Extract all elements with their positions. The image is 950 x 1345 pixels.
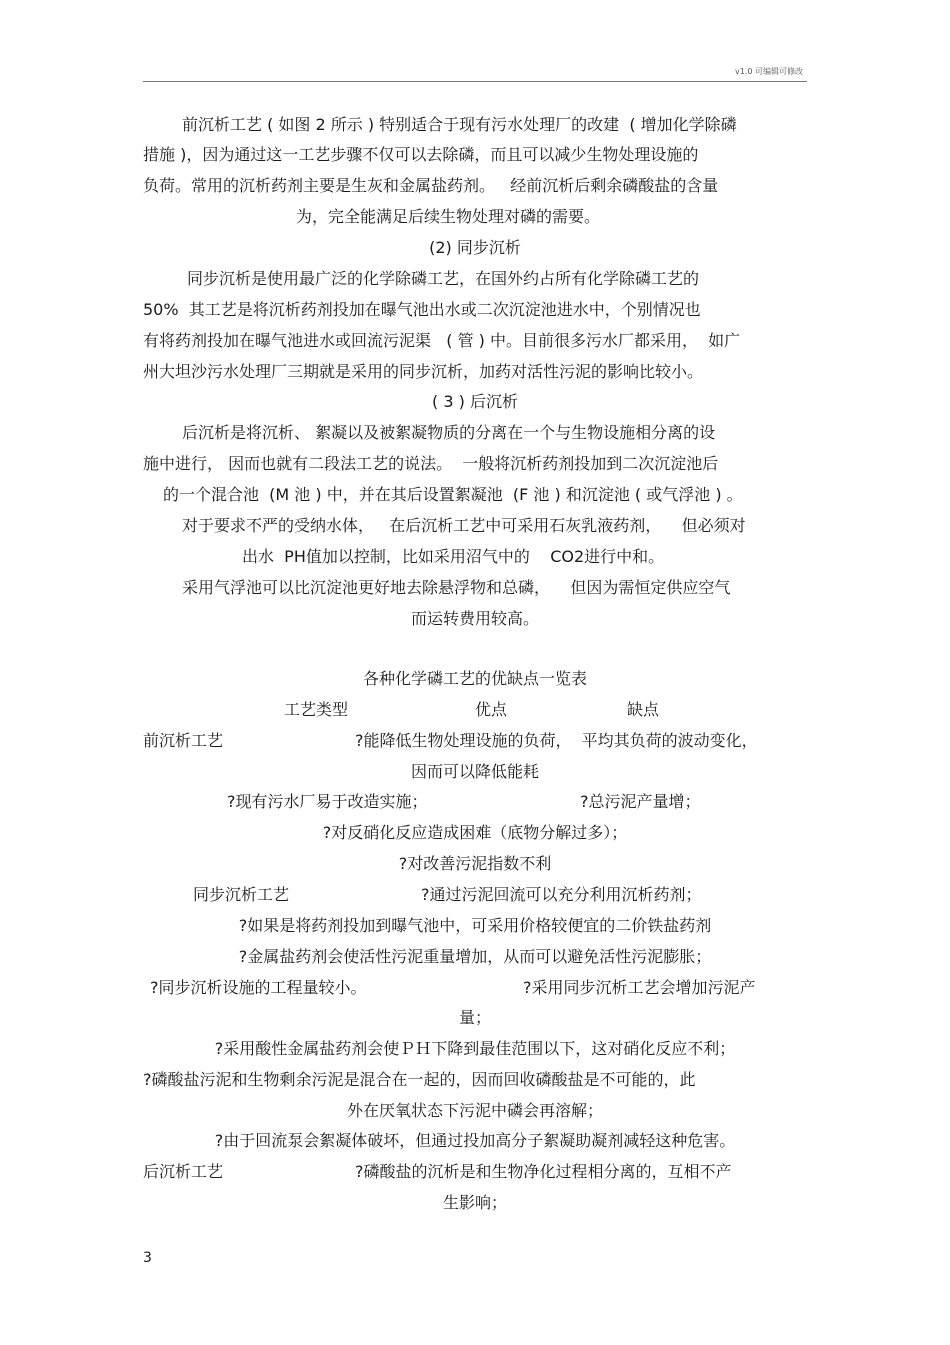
- text-line: 为，完全能满足后续生物处理对磷的需要。: [296, 207, 601, 226]
- text-line: 前沉析工艺: [143, 731, 224, 750]
- text-line: ?采用酸性金属盐药剂会使ＰＨ下降到最佳范围以下，这对硝化反应不利；: [214, 1039, 736, 1058]
- text-line: 优点: [475, 700, 508, 719]
- text-line: 的一个混合池 (M 池 ) 中，并在其后设置絮凝池 (F 池 ) 和沉淀池 ( 或气浮池 ) 。: [163, 485, 743, 504]
- text-line: 施中进行， 因而也就有二段法工艺的说法。 一般将沉析药剂投加到二次沉淀池后: [143, 454, 719, 473]
- text-line: ?金属盐药剂会使活性污泥重量增加，从而可以避免活性污泥膨胀；: [238, 947, 712, 966]
- text-line: 各种化学磷工艺的优缺点一览表: [362, 669, 587, 688]
- text-line: 50% 其工艺是将沉析药剂投加在曝气池出水或二次沉淀池进水中，个别情况也: [143, 300, 701, 319]
- page-number: 3: [143, 1250, 152, 1266]
- text-line: 同步沉析工艺: [193, 885, 290, 904]
- text-line: 外在厌氧状态下污泥中磷会再溶解；: [346, 1101, 603, 1120]
- header-rule: [143, 81, 807, 82]
- text-line: ?磷酸盐的沉析是和生物净化过程相分离的，互相不产: [355, 1162, 732, 1181]
- text-line: ?现有污水厂易于改造实施；: [227, 792, 428, 811]
- text-line: 采用气浮池可以比沉淀池更好地去除悬浮物和总磷， 但因为需恒定供应空气: [182, 578, 731, 597]
- text-line: ?磷酸盐污泥和生物剩余污泥是混合在一起的，因而回收磷酸盐是不可能的，此: [143, 1070, 696, 1089]
- text-line: ?采用同步沉析工艺会增加污泥产: [523, 978, 756, 997]
- text-line: ?对改善污泥指数不利: [398, 854, 552, 873]
- text-line: ?通过污泥回流可以充分利用沉析药剂；: [421, 885, 702, 904]
- text-line: 工艺类型: [284, 700, 349, 719]
- text-line: ?总污泥产量增；: [580, 792, 701, 811]
- text-line: 措施 )，因为通过这一工艺步骤不仅可以去除磷，而且可以减少生物处理设施的: [143, 145, 699, 164]
- text-line: 因而可以降低能耗: [410, 762, 539, 781]
- text-line: 同步沉析是使用最广泛的化学除磷工艺，在国外约占所有化学除磷工艺的: [187, 269, 700, 288]
- text-line: ?由于回流泵会絮凝体破坏，但通过投加高分子絮凝助凝剂减轻这种危害。: [214, 1131, 736, 1150]
- text-line: 后沉析是将沉析、 絮凝以及被絮凝物质的分离在一个与生物设施相分离的设: [182, 423, 716, 442]
- text-line: 出水 PH值加以控制，比如采用沼气中的 CO2进行中和。: [242, 547, 665, 566]
- text-line: 缺点: [627, 700, 660, 719]
- text-line: ( 3 ) 后沉析: [432, 392, 518, 411]
- text-line: 前沉析工艺 ( 如图 2 所示 ) 特别适合于现有污水处理厂的改建 ( 增加化学除磷: [182, 115, 737, 134]
- text-line: ?能降低生物处理设施的负荷， 平均其负荷的波动变化，: [355, 731, 758, 750]
- text-line: 有将药剂投加在曝气池进水或回流污泥渠 ( 管 ) 中。目前很多污水厂都采用， 如广: [143, 331, 741, 350]
- text-line: 对于要求不严的受纳水体， 在后沉析工艺中可采用石灰乳液药剂， 但必须对: [182, 516, 746, 535]
- text-line: 州大坦沙污水处理厂三期就是采用的同步沉析，加药对活性污泥的影响比较小。: [143, 362, 704, 381]
- text-line: ?如果是将药剂投加到曝气池中，可采用价格较便宜的二价铁盐药剂: [238, 916, 712, 935]
- text-line: (2) 同步沉析: [429, 238, 521, 257]
- text-line: 生影响；: [442, 1193, 507, 1212]
- text-line: 后沉析工艺: [143, 1162, 224, 1181]
- header-version-note: v1.0 可编辑可修改: [735, 67, 803, 76]
- text-line: ?同步沉析设施的工程量较小。: [150, 978, 367, 997]
- text-line: 而运转费用较高。: [410, 609, 539, 628]
- text-line: 负荷。常用的沉析药剂主要是生灰和金属盐药剂。 经前沉析后剩余磷酸盐的含量: [143, 176, 719, 195]
- text-line: 量；: [458, 1008, 491, 1027]
- text-line: ?对反硝化反应造成困难（底物分解过多）；: [322, 823, 628, 842]
